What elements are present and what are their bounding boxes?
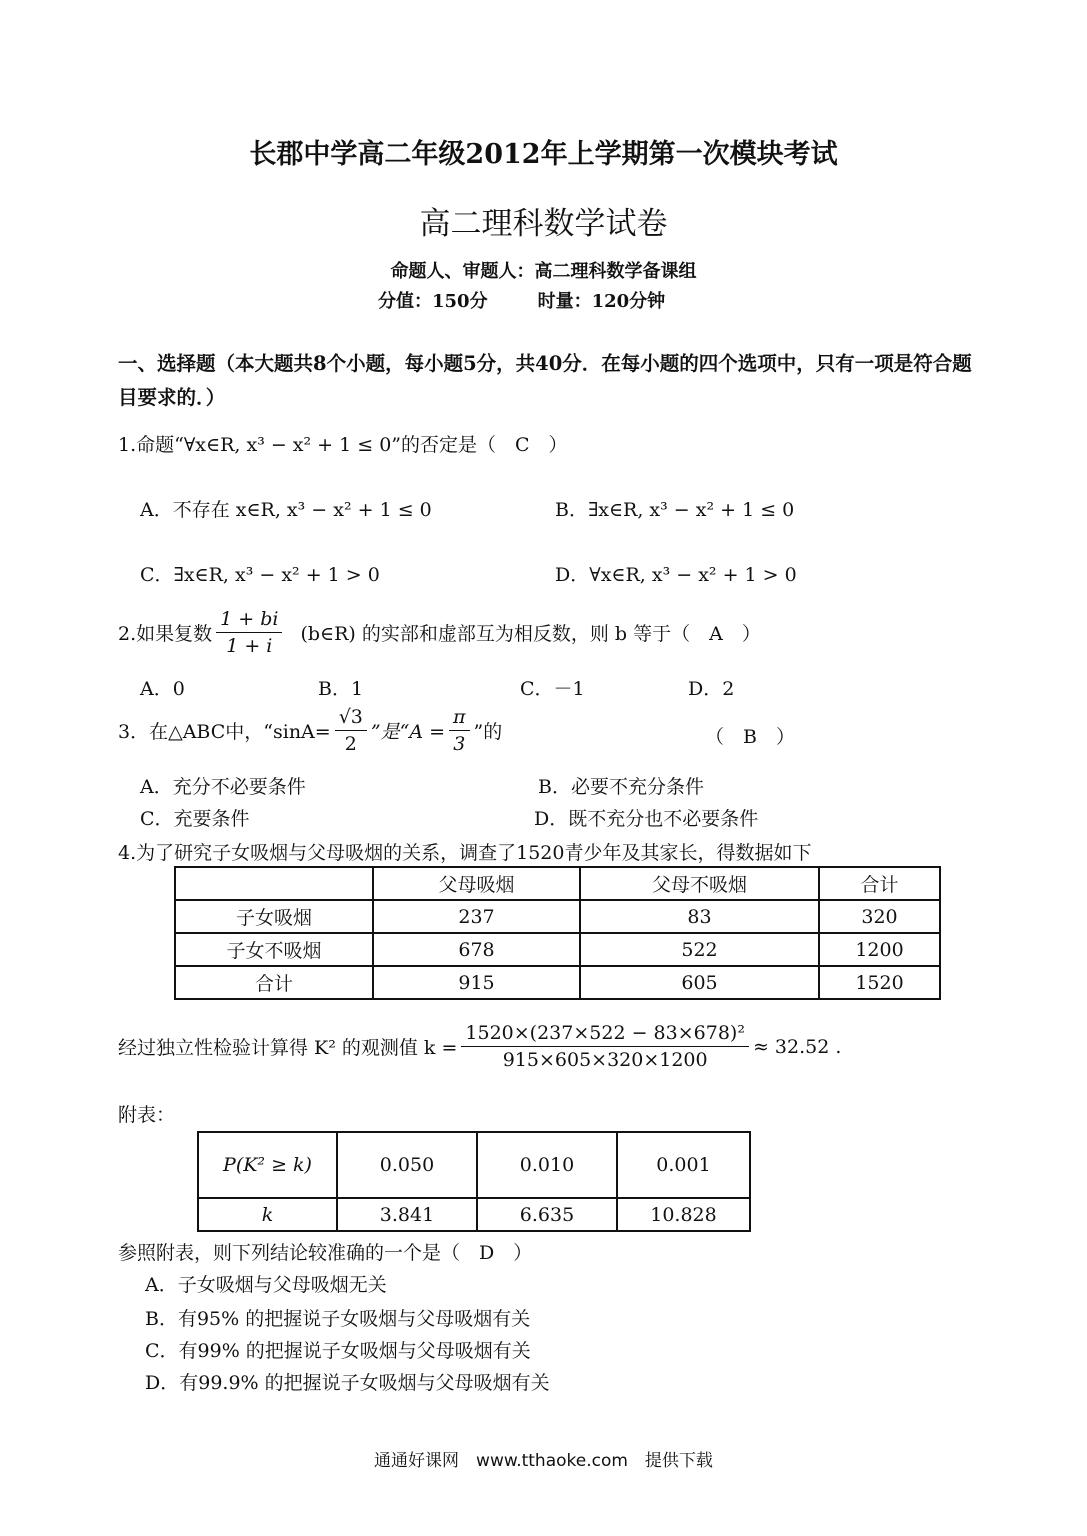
table-cell: 915 bbox=[373, 966, 580, 999]
table-row bbox=[175, 867, 940, 900]
table-cell: 10.828 bbox=[617, 1198, 750, 1231]
q1-option-b: B．∃x∈R, x³ − x² + 1 ≤ 0 bbox=[555, 499, 795, 521]
q2-option-b: B．1 bbox=[318, 678, 364, 700]
q4-option-b: B．有95% 的把握说子女吸烟与父母吸烟有关 bbox=[145, 1308, 531, 1330]
appendix-table bbox=[197, 1131, 751, 1232]
q3-fraction-sqrt3 bbox=[335, 706, 367, 755]
q4-option-a: A．子女吸烟与父母吸烟无关 bbox=[145, 1274, 387, 1296]
table-cell: 父母吸烟 bbox=[373, 867, 580, 900]
q3-stem bbox=[118, 706, 502, 755]
calc-denominator: 915×605×320×1200 bbox=[502, 1049, 708, 1071]
q3-option-d: D．既不充分也不必要条件 bbox=[534, 808, 759, 830]
appendix-label: 附表： bbox=[118, 1104, 176, 1126]
table-cell: 父母不吸烟 bbox=[580, 867, 819, 900]
q2-option-c: C．－1 bbox=[520, 678, 585, 700]
q1-option-d: D．∀x∈R, x³ − x² + 1 > 0 bbox=[555, 564, 797, 586]
time-text: 时量：120分钟 bbox=[537, 291, 666, 312]
calc-fraction bbox=[461, 1022, 749, 1071]
q3-denominator-2: 3 bbox=[453, 733, 466, 755]
calc-numerator: 1520×(237×522 − 83×678)² bbox=[461, 1022, 749, 1047]
calc-suffix: ≈ 32.52 . bbox=[752, 1035, 842, 1058]
q3-prefix: 3．在△ABC中，“sinA= bbox=[118, 721, 331, 743]
q2-denominator: 1 + i bbox=[226, 635, 273, 657]
q4-option-c: C．有99% 的把握说子女吸烟与父母吸烟有关 bbox=[145, 1340, 531, 1362]
footer-text: 通通好课网 www.tthaoke.com 提供下载 bbox=[374, 1451, 713, 1471]
q2-option-d: D．2 bbox=[688, 678, 735, 700]
q4-calculation bbox=[118, 1022, 841, 1071]
q4-question: 参照附表，则下列结论较准确的一个是（ D ） bbox=[118, 1242, 533, 1264]
score-text: 分值：150分 bbox=[378, 291, 488, 312]
survey-table bbox=[174, 866, 941, 1000]
q3-fraction-pi bbox=[449, 706, 470, 755]
q2-option-a: A．0 bbox=[140, 678, 185, 700]
q3-suffix: ”的 bbox=[473, 721, 503, 743]
q2-suffix: (b∈R) 的实部和虚部互为相反数，则 b 等于（ A ） bbox=[300, 623, 761, 645]
table-row bbox=[175, 966, 940, 999]
q3-numerator-2: π bbox=[449, 706, 470, 731]
table-row bbox=[198, 1132, 750, 1198]
exam-title: 长郡中学高二年级2012年上学期第一次模块考试 bbox=[249, 139, 838, 170]
q2-numerator: 1 + bi bbox=[216, 608, 282, 633]
q4-option-d: D．有99.9% 的把握说子女吸烟与父母吸烟有关 bbox=[145, 1372, 550, 1394]
table-row bbox=[175, 933, 940, 966]
exam-authors: 命题人、审题人：高二理科数学备课组 bbox=[390, 261, 697, 282]
calc-prefix: 经过独立性检验计算得 K² 的观测值 k = bbox=[118, 1037, 458, 1059]
table-cell: 6.635 bbox=[477, 1198, 617, 1231]
table-cell: 子女不吸烟 bbox=[175, 933, 373, 966]
table-cell: 0.001 bbox=[617, 1132, 750, 1198]
exam-subtitle: 高二理科数学试卷 bbox=[419, 206, 668, 242]
table-cell: 3.841 bbox=[337, 1198, 477, 1231]
table-row bbox=[175, 900, 940, 933]
table-cell: 0.050 bbox=[337, 1132, 477, 1198]
q3-option-c: C．充要条件 bbox=[140, 808, 250, 830]
table-cell: 237 bbox=[373, 900, 580, 933]
table-cell: 子女吸烟 bbox=[175, 900, 373, 933]
table-cell: 320 bbox=[819, 900, 940, 933]
table-cell: 605 bbox=[580, 966, 819, 999]
q1-stem: 1.命题“∀x∈R, x³ − x² + 1 ≤ 0”的否定是（ C ） bbox=[118, 434, 568, 456]
q3-answer: （ B ） bbox=[705, 726, 795, 748]
table-cell: 0.010 bbox=[477, 1132, 617, 1198]
q3-option-a: A．充分不必要条件 bbox=[140, 776, 306, 798]
q2-prefix: 2.如果复数 bbox=[118, 623, 213, 645]
exam-meta bbox=[378, 287, 665, 313]
table-cell: 合计 bbox=[175, 966, 373, 999]
table-cell: P(K² ≥ k) bbox=[198, 1132, 337, 1198]
q3-denominator-1: 2 bbox=[344, 733, 357, 755]
q3-option-b: B．必要不充分条件 bbox=[538, 776, 704, 798]
table-cell: 678 bbox=[373, 933, 580, 966]
table-cell: 83 bbox=[580, 900, 819, 933]
table-cell: 522 bbox=[580, 933, 819, 966]
table-cell bbox=[175, 867, 373, 900]
section-heading: 一、选择题（本大题共8个小题，每小题5分，共40分．在每小题的四个选项中，只有一项是符合题目要求的．） bbox=[118, 352, 972, 409]
q3-middle: ”是“A = bbox=[370, 721, 446, 743]
q3-numerator-1: √3 bbox=[335, 706, 367, 731]
q2-fraction bbox=[216, 608, 282, 657]
table-row bbox=[198, 1198, 750, 1231]
q1-option-a: A．不存在 x∈R, x³ − x² + 1 ≤ 0 bbox=[140, 499, 432, 521]
q1-option-c: C．∃x∈R, x³ − x² + 1 > 0 bbox=[140, 564, 380, 586]
table-cell: 1520 bbox=[819, 966, 940, 999]
q4-stem: 4.为了研究子女吸烟与父母吸烟的关系，调查了1520青少年及其家长，得数据如下 bbox=[118, 842, 812, 864]
table-cell: k bbox=[198, 1198, 337, 1231]
table-cell: 1200 bbox=[819, 933, 940, 966]
q2-stem bbox=[118, 608, 761, 657]
table-cell: 合计 bbox=[819, 867, 940, 900]
